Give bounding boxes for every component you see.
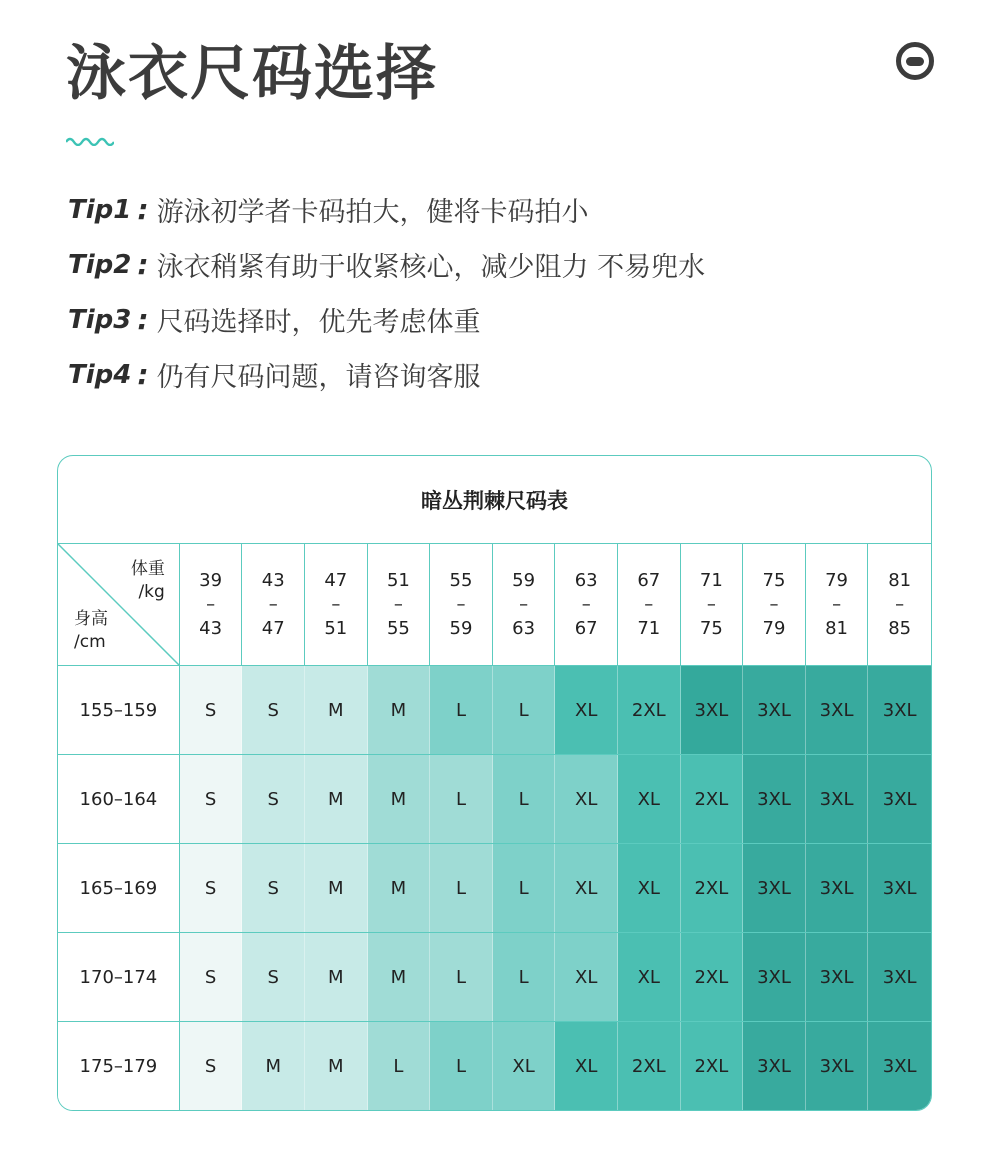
- weight-range-from: 47: [324, 569, 348, 591]
- weight-range-to: 51: [324, 617, 348, 639]
- height-range-cell: 170–174: [58, 933, 180, 1021]
- weight-range-to: 63: [512, 617, 536, 639]
- size-chart-table: [57, 455, 932, 1111]
- size-cell: 2XL: [618, 1022, 681, 1111]
- table-title: 暗丛荆棘尺码表: [58, 456, 931, 544]
- size-cell: 3XL: [868, 755, 931, 843]
- weight-range-dash: –: [706, 593, 716, 615]
- height-axis-label: [74, 608, 108, 654]
- weight-range-header: [868, 544, 931, 665]
- weight-range-from: 39: [199, 569, 223, 591]
- weight-range-from: 55: [449, 569, 473, 591]
- size-cell: 3XL: [743, 933, 806, 1021]
- weight-range-dash: –: [393, 593, 403, 615]
- weight-range-to: 59: [449, 617, 473, 639]
- height-range-cell: 155–159: [58, 666, 180, 754]
- weight-range-from: 63: [574, 569, 598, 591]
- weight-range-to: 47: [261, 617, 285, 639]
- weight-range-dash: –: [456, 593, 466, 615]
- weight-range-to: 43: [199, 617, 223, 639]
- swim-goggles-icon: [896, 42, 934, 80]
- weight-range-dash: –: [769, 593, 779, 615]
- tips-list: [68, 182, 705, 402]
- size-cell: 3XL: [868, 844, 931, 932]
- size-cell: L: [493, 755, 556, 843]
- tip-item: Tip2 : 泳衣稍紧有助于收紧核心，减少阻力 不易兜水: [68, 237, 705, 292]
- weight-range-from: 71: [699, 569, 723, 591]
- weight-range-header: [305, 544, 368, 665]
- weight-range-to: 71: [637, 617, 661, 639]
- tip-label: Tip4: [68, 359, 132, 390]
- tip-label: Tip2: [68, 249, 132, 280]
- height-range-cell: 160–164: [58, 755, 180, 843]
- size-cell: S: [180, 933, 243, 1021]
- size-cell: S: [180, 666, 243, 754]
- size-cell: XL: [493, 1022, 556, 1111]
- size-cell: 3XL: [806, 844, 869, 932]
- weight-unit: /kg: [138, 582, 165, 602]
- size-cell: XL: [555, 755, 618, 843]
- size-cell: L: [430, 933, 493, 1021]
- header-row: [58, 544, 931, 666]
- weight-range-dash: –: [832, 593, 842, 615]
- weight-range-from: 75: [762, 569, 786, 591]
- tip-text: 泳衣稍紧有助于收紧核心，减少阻力 不易兜水: [156, 252, 706, 283]
- size-cell: 3XL: [743, 844, 806, 932]
- weight-range-header: [368, 544, 431, 665]
- page-title: 泳衣尺码选择: [66, 39, 438, 109]
- weight-range-dash: –: [895, 593, 905, 615]
- size-cell: 2XL: [681, 844, 744, 932]
- size-cell: L: [430, 666, 493, 754]
- size-cell: S: [180, 755, 243, 843]
- weight-range-to: 55: [386, 617, 410, 639]
- size-cell: XL: [555, 666, 618, 754]
- corner-cell: [58, 544, 180, 665]
- size-cell: 2XL: [681, 933, 744, 1021]
- size-cell: 2XL: [681, 1022, 744, 1111]
- size-cell: M: [305, 755, 368, 843]
- weight-range-from: 43: [261, 569, 285, 591]
- size-cell: M: [368, 933, 431, 1021]
- weight-range-to: 67: [574, 617, 598, 639]
- size-cell: 3XL: [868, 666, 931, 754]
- size-cell: 3XL: [806, 1022, 869, 1111]
- tip-text: 尺码选择时，优先考虑体重: [156, 307, 481, 338]
- size-cell: M: [368, 844, 431, 932]
- size-cell: S: [180, 844, 243, 932]
- weight-range-header: [806, 544, 869, 665]
- size-cell: M: [242, 1022, 305, 1111]
- table-body: [58, 666, 931, 1111]
- weight-range-header: [681, 544, 744, 665]
- table-row: [58, 755, 931, 844]
- size-cell: XL: [618, 933, 681, 1021]
- table-row: [58, 844, 931, 933]
- size-cell: 3XL: [806, 666, 869, 754]
- tip-label: Tip3: [68, 304, 132, 335]
- size-cell: 3XL: [681, 666, 744, 754]
- tip-text: 仍有尺码问题，请咨询客服: [156, 362, 481, 393]
- size-cell: S: [242, 666, 305, 754]
- weight-range-header: [242, 544, 305, 665]
- size-cell: XL: [618, 755, 681, 843]
- size-cell: 3XL: [743, 666, 806, 754]
- weight-label: 体重: [130, 559, 165, 579]
- size-cell: XL: [555, 844, 618, 932]
- size-cell: 3XL: [743, 755, 806, 843]
- tip-label: Tip1: [68, 194, 132, 225]
- height-unit: /cm: [74, 632, 106, 652]
- size-cell: XL: [618, 844, 681, 932]
- size-cell: L: [493, 844, 556, 932]
- size-cell: M: [368, 755, 431, 843]
- weight-range-dash: –: [581, 593, 591, 615]
- size-cell: 3XL: [806, 755, 869, 843]
- size-cell: L: [493, 666, 556, 754]
- table-row: [58, 666, 931, 755]
- tip-item: Tip3 : 尺码选择时，优先考虑体重: [68, 292, 705, 347]
- table-row: [58, 933, 931, 1022]
- weight-range-from: 81: [888, 569, 912, 591]
- weight-range-to: 85: [888, 617, 912, 639]
- tip-text: 游泳初学者卡码拍大，健将卡码拍小: [156, 197, 589, 228]
- size-cell: L: [493, 933, 556, 1021]
- height-label: 身高: [74, 609, 108, 629]
- size-cell: 3XL: [806, 933, 869, 1021]
- size-cell: M: [368, 666, 431, 754]
- size-cell: XL: [555, 933, 618, 1021]
- weight-range-header: [180, 544, 243, 665]
- height-range-cell: 165–169: [58, 844, 180, 932]
- weight-range-from: 67: [637, 569, 661, 591]
- weight-range-dash: –: [206, 593, 216, 615]
- size-cell: L: [368, 1022, 431, 1111]
- weight-range-from: 59: [512, 569, 536, 591]
- size-cell: M: [305, 844, 368, 932]
- weight-range-to: 79: [762, 617, 786, 639]
- size-cell: S: [242, 933, 305, 1021]
- weight-range-dash: –: [331, 593, 341, 615]
- size-cell: S: [242, 844, 305, 932]
- weight-range-header: [493, 544, 556, 665]
- size-cell: 3XL: [743, 1022, 806, 1111]
- wave-icon: [66, 134, 114, 146]
- weight-range-dash: –: [644, 593, 654, 615]
- weight-range-header: [430, 544, 493, 665]
- size-cell: L: [430, 1022, 493, 1111]
- size-cell: L: [430, 755, 493, 843]
- table-row: [58, 1022, 931, 1111]
- weight-range-from: 79: [825, 569, 849, 591]
- weight-range-to: 81: [825, 617, 849, 639]
- weight-range-header: [743, 544, 806, 665]
- weight-range-dash: –: [268, 593, 278, 615]
- height-range-cell: 175–179: [58, 1022, 180, 1111]
- size-cell: L: [430, 844, 493, 932]
- weight-range-from: 51: [386, 569, 410, 591]
- size-cell: 3XL: [868, 1022, 931, 1111]
- size-cell: 2XL: [681, 755, 744, 843]
- weight-range-header: [618, 544, 681, 665]
- tip-item: Tip4 : 仍有尺码问题，请咨询客服: [68, 347, 705, 402]
- size-cell: M: [305, 666, 368, 754]
- size-cell: S: [242, 755, 305, 843]
- weight-range-to: 75: [699, 617, 723, 639]
- weight-axis-label: [131, 558, 165, 604]
- size-cell: 3XL: [868, 933, 931, 1021]
- weight-range-dash: –: [519, 593, 529, 615]
- weight-range-header: [555, 544, 618, 665]
- size-cell: S: [180, 1022, 243, 1111]
- tip-item: Tip1 : 游泳初学者卡码拍大，健将卡码拍小: [68, 182, 705, 237]
- size-cell: M: [305, 933, 368, 1021]
- size-cell: XL: [555, 1022, 618, 1111]
- size-cell: M: [305, 1022, 368, 1111]
- size-cell: 2XL: [618, 666, 681, 754]
